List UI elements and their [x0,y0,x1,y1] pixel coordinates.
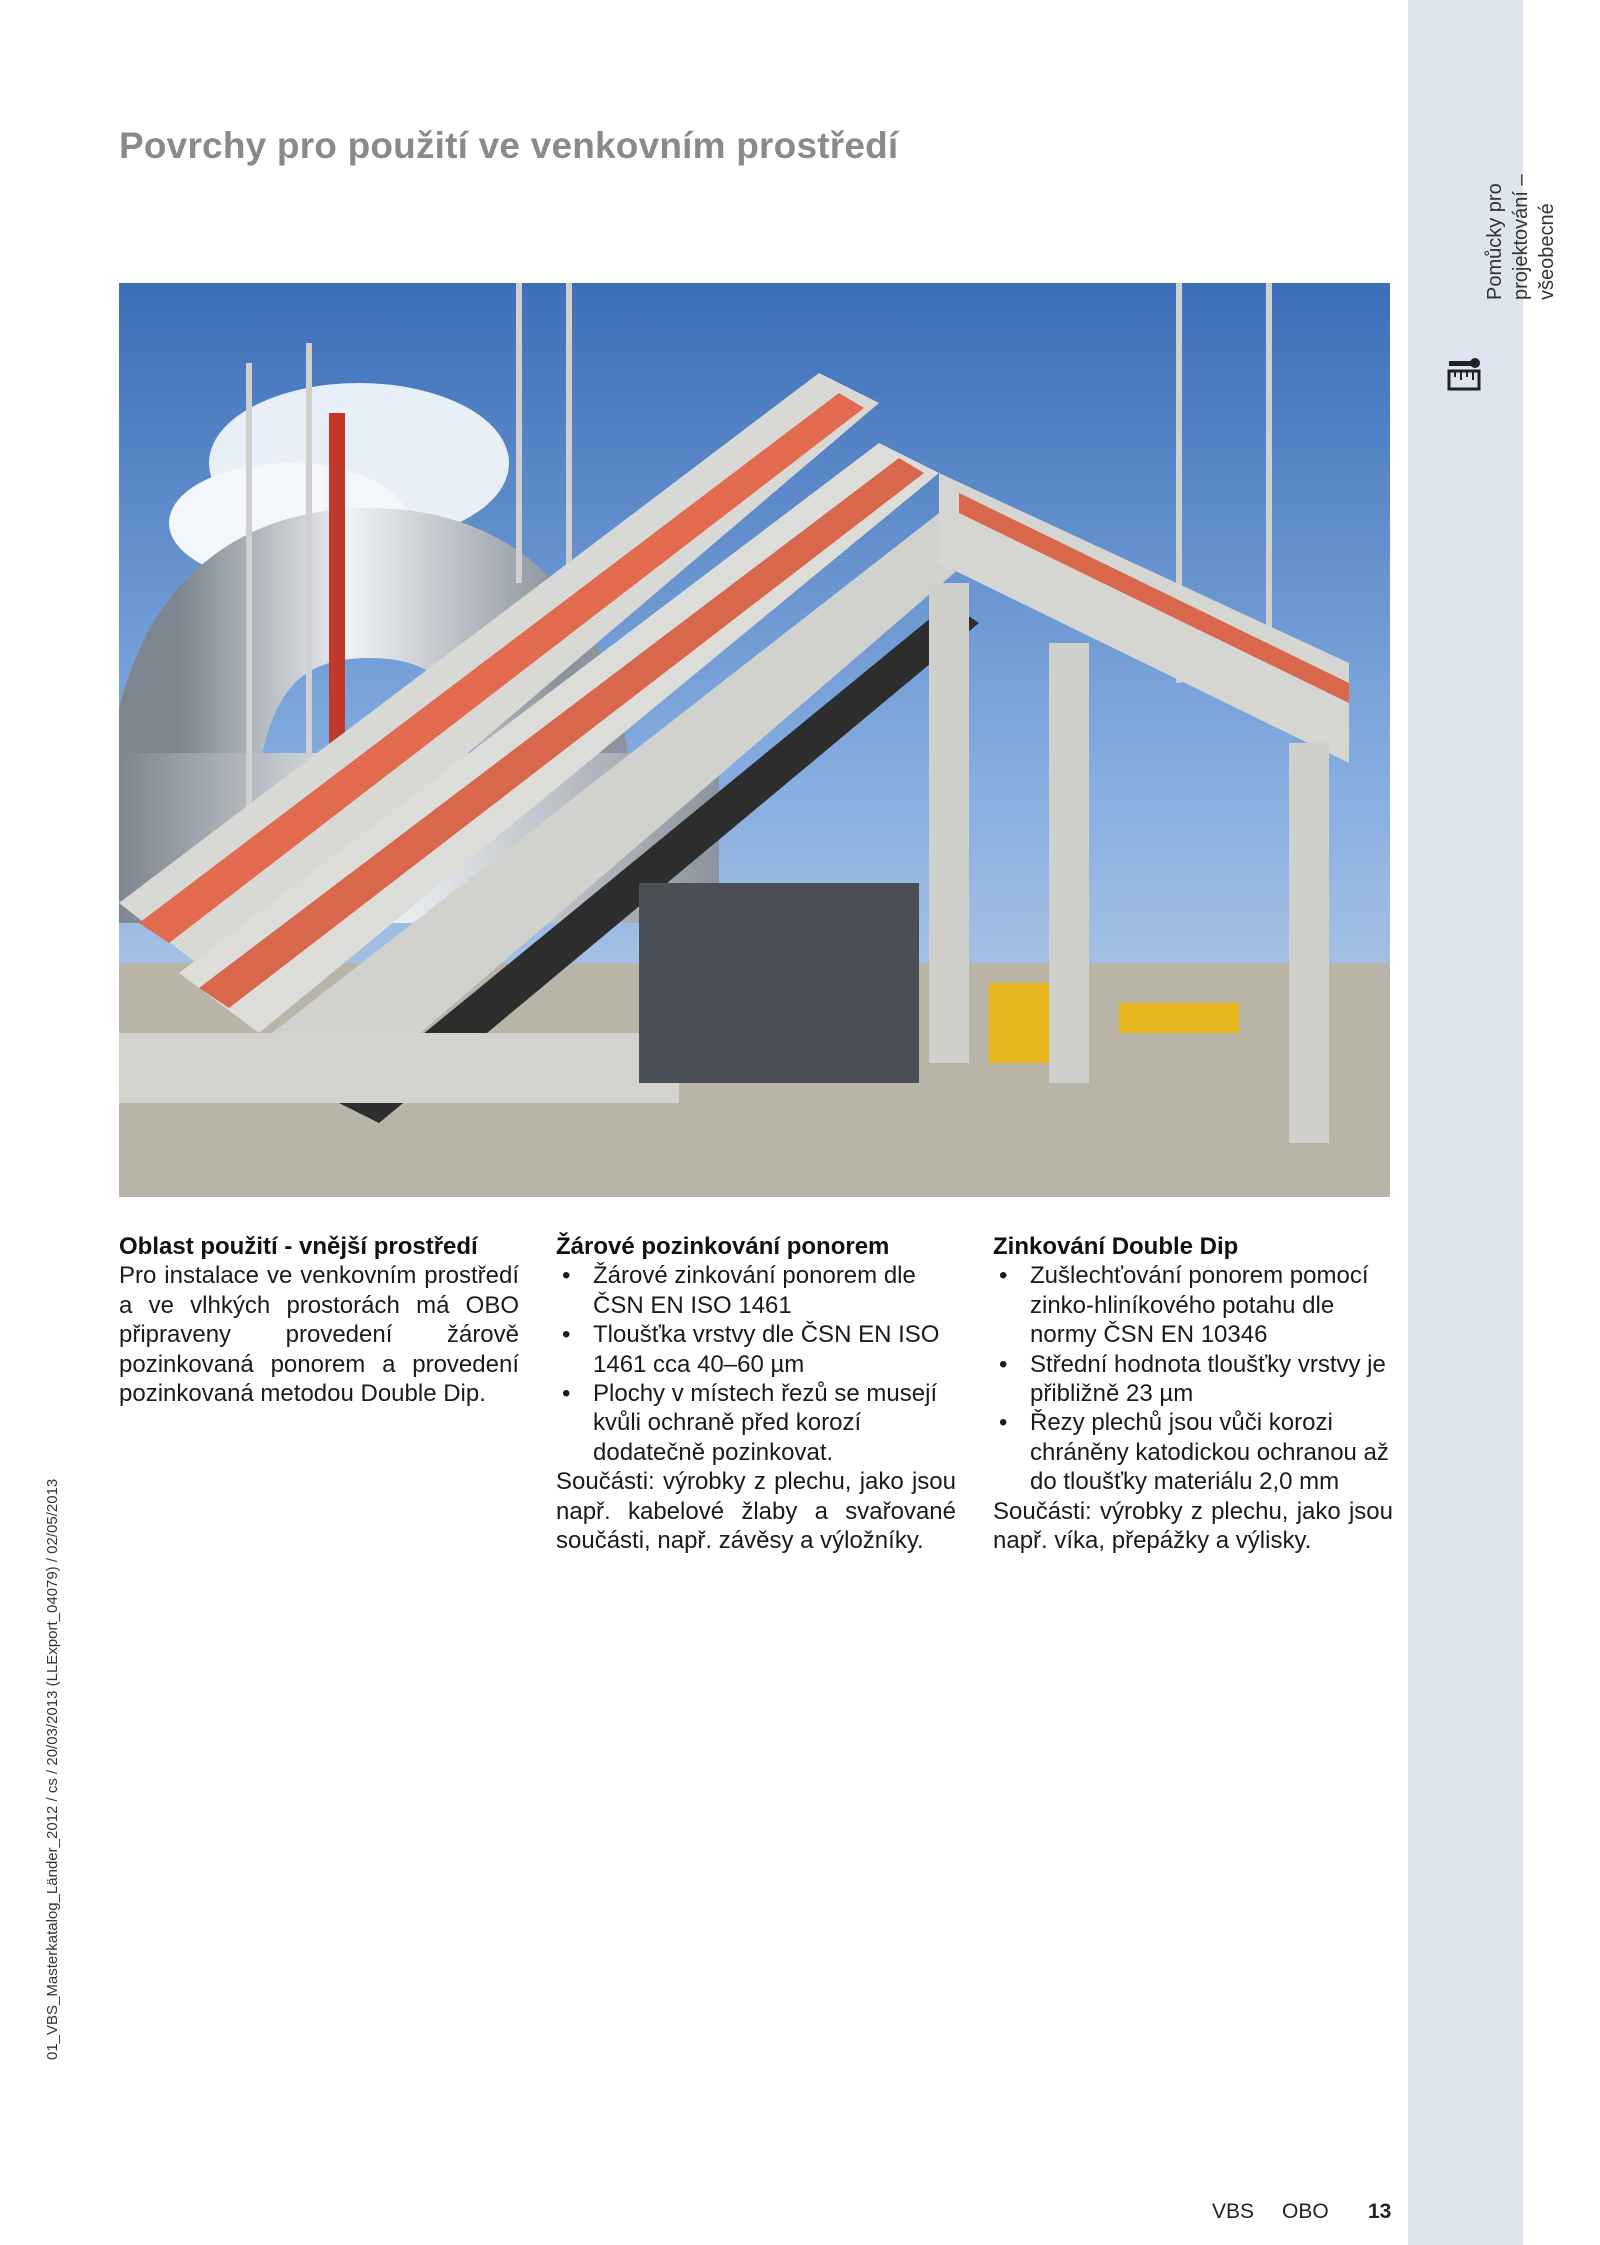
column-text: Součásti: výrobky z plechu, jako jsou např. kabelové žlaby a svařované součásti, např. závěsy a výložníky. [556,1468,956,1555]
sidebar-section-title [1482,40,1562,300]
sidebar-line-1: Pomůcky pro [1484,183,1506,300]
footer-obo: OBO [1282,2200,1329,2223]
list-item: • Žárové zinkování ponorem dle ČSN EN ISO 1461 [556,1261,956,1320]
sidebar-line-2: projektování – [1510,174,1532,300]
sidebar-line-3: všeobecné [1536,203,1558,300]
page-number: 13 [1368,2200,1392,2223]
list-item: • Tloušťka vrstvy dle ČSN EN ISO 1461 cca 40–60 µm [556,1320,956,1379]
column-heading: Žárové pozinkování ponorem [556,1233,890,1260]
page-title: Povrchy pro použití ve venkovním prostředí [119,125,899,166]
list-item: • Střední hodnota tloušťky vrstvy je přibližně 23 µm [993,1350,1393,1409]
bullet-list [556,1261,956,1467]
column-outdoor-use [119,1232,519,1408]
list-item: • Zušlechťování ponorem pomocí zinko-hliníkového potahu dle normy ČSN EN 10346 [993,1261,1393,1349]
column-text: Pro instalace ve venkovním prostředí a ve vlhkých prostorách má OBO připraveny provedení žárově pozinkovaná ponorem a provedení pozinkovaná metodou Double Dip. [119,1262,519,1408]
column-text: Součásti: výrobky z plechu, jako jsou např. víka, přepážky a výlisky. [993,1497,1393,1555]
column-heading: Zinkování Double Dip [993,1233,1239,1260]
ruler-pencil-icon [1447,355,1481,391]
bullet-list [993,1261,1393,1496]
document-reference-note: 01_VBS_Masterkatalog_Länder_2012 / cs / 20/03/2013 (LLExport_04079) / 02/05/2013 [44,1478,61,2060]
column-heading: Oblast použití - vnější prostředí [119,1233,478,1260]
sidebar-strip [1408,0,1523,2245]
list-item: • Plochy v místech řezů se musejí kvůli ochraně před korozí dodatečně pozinkovat. [556,1379,956,1467]
list-item: • Řezy plechů jsou vůči korozi chráněny katodickou ochranou až do tloušťky materiálu 2,0 mm [993,1408,1393,1496]
industrial-cable-tray-photo [119,283,1390,1197]
column-hot-dip-galvanizing [556,1232,956,1555]
footer-vbs: VBS [1212,2200,1255,2223]
column-double-dip [993,1232,1393,1555]
